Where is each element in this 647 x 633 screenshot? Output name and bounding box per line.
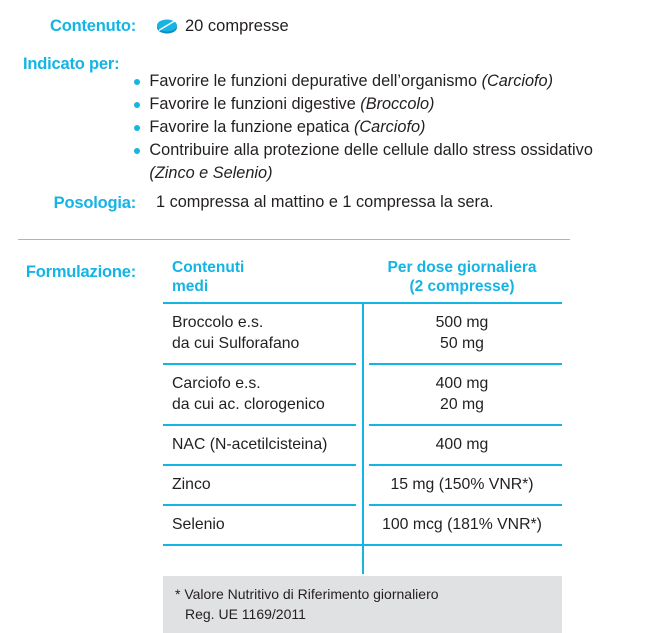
list-item-text: Favorire le funzioni digestive <box>149 95 361 113</box>
column-header-contenuti <box>163 258 362 296</box>
indicazioni-list <box>133 70 638 185</box>
table-row <box>163 506 562 544</box>
footnote-line-2: Reg. UE 1169/2011 <box>185 606 306 622</box>
row-value <box>362 365 562 424</box>
row-value-line1: 400 mg <box>435 375 489 392</box>
list-item <box>133 93 638 116</box>
list-item <box>133 70 638 93</box>
tablet-pill-icon <box>156 17 178 35</box>
list-item-source: (Broccolo) <box>360 95 435 113</box>
contenuto-value-group <box>156 17 289 35</box>
formulazione-label: Formulazione: <box>25 263 136 281</box>
table-row <box>163 365 562 424</box>
indicato-per-label: Indicato per: <box>23 55 120 73</box>
row-value <box>362 466 562 504</box>
contenuto-row <box>18 17 618 36</box>
header-left-line1: Contenuti <box>172 259 245 276</box>
indicato-per-row <box>18 54 638 201</box>
header-left-line2: medi <box>172 278 209 295</box>
footnote-line-1: * Valore Nutritivo di Riferimento giornaliero <box>175 586 439 602</box>
list-item-text: Favorire le funzioni depurative dell’organismo <box>149 72 482 90</box>
contenuto-value-text: 20 compresse <box>185 16 289 35</box>
row-value <box>362 426 562 464</box>
row-name <box>163 304 362 363</box>
row-name <box>163 365 362 424</box>
table-header-row <box>163 258 562 302</box>
table-body <box>163 302 562 546</box>
header-right-line1: Per dose giornaliera <box>387 259 537 276</box>
footnote-box <box>163 576 562 633</box>
list-item-source: (Zinco e Selenio) <box>149 164 273 182</box>
table-row <box>163 426 562 464</box>
row-value <box>362 506 562 544</box>
list-item-text: Favorire la funzione epatica <box>149 118 354 136</box>
row-name-line2: da cui Sulforafano <box>172 335 300 352</box>
row-name-line2: da cui ac. clorogenico <box>172 396 325 413</box>
column-header-dose <box>362 258 562 296</box>
row-value-line2: 50 mg <box>440 335 484 352</box>
list-item-text: Contribuire alla protezione delle cellule dallo stress ossidativo <box>149 141 593 159</box>
row-value-line1: 400 mg <box>435 436 489 453</box>
header-right-line2: (2 compresse) <box>409 278 515 295</box>
table-row <box>163 304 562 363</box>
formulazione-table <box>163 258 562 546</box>
row-name-line1: Zinco <box>172 476 211 493</box>
list-item-source: (Carciofo) <box>481 72 554 90</box>
row-name-line1: Carciofo e.s. <box>172 375 261 392</box>
row-name-line1: NAC (N-acetilcisteina) <box>172 436 328 453</box>
row-value-line1: 15 mg (150% VNR*) <box>390 476 534 493</box>
row-value-line1: 500 mg <box>435 314 489 331</box>
row-name-line1: Broccolo e.s. <box>172 314 264 331</box>
row-value <box>362 304 562 363</box>
list-item <box>133 139 638 185</box>
row-value-line1: 100 mcg (181% VNR*) <box>382 516 542 533</box>
list-item <box>133 116 638 139</box>
row-name-line1: Selenio <box>172 516 225 533</box>
section-divider <box>18 239 570 240</box>
row-name <box>163 426 362 464</box>
posologia-row <box>18 194 618 213</box>
posologia-value: 1 compressa al mattino e 1 compressa la sera. <box>156 193 494 211</box>
row-value-line2: 20 mg <box>440 396 484 413</box>
list-item-source: (Carciofo) <box>353 118 426 136</box>
posologia-label: Posologia: <box>53 194 136 212</box>
contenuto-label: Contenuto: <box>50 17 136 35</box>
row-name <box>163 506 362 544</box>
row-name <box>163 466 362 504</box>
table-row <box>163 466 562 504</box>
